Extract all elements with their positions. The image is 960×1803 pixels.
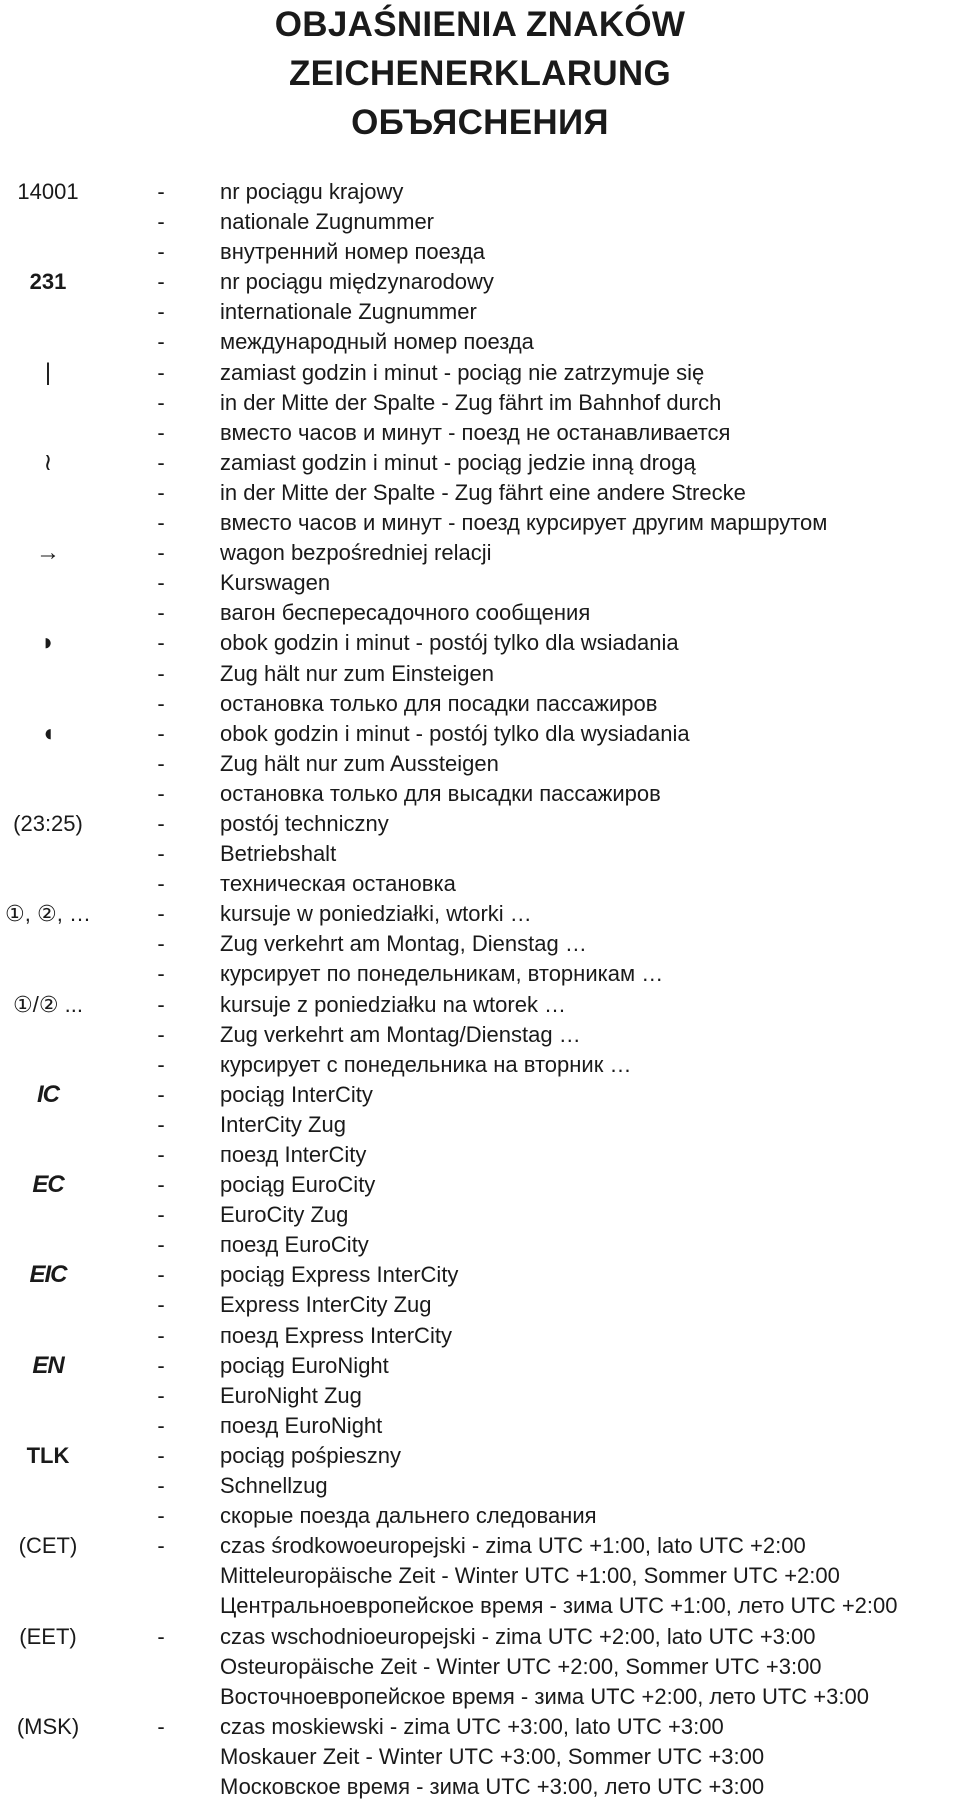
legend-description: поезд EuroNight xyxy=(220,1412,383,1438)
legend-dash: - xyxy=(157,931,165,957)
legend-description: Osteuropäische Zeit - Winter UTC +2:00, Sommer UTC +3:00 xyxy=(220,1653,822,1679)
legend-description: внутренний номер поезда xyxy=(220,239,486,265)
legend-symbol: (MSK) xyxy=(16,1713,80,1739)
legend-row xyxy=(0,1772,960,1802)
legend-dash: - xyxy=(157,479,165,505)
legend-dash: - xyxy=(157,750,165,776)
legend-description: Zug verkehrt am Montag/Dienstag … xyxy=(220,1021,581,1047)
legend-dash: - xyxy=(157,810,165,836)
legend-description: Betriebshalt xyxy=(220,841,337,867)
legend-description: pociąg Express InterCity xyxy=(220,1262,459,1288)
legend-symbol: EN xyxy=(32,1351,64,1379)
legend-row xyxy=(0,1080,960,1110)
legend-description: zamiast godzin i minut - pociąg jedzie inną drogą xyxy=(220,449,696,475)
legend-description: InterCity Zug xyxy=(220,1111,346,1137)
legend-dash: - xyxy=(157,841,165,867)
legend-row xyxy=(0,267,960,297)
legend-dash: - xyxy=(157,600,165,626)
legend-dash: - xyxy=(157,1081,165,1107)
legend-dash: - xyxy=(157,269,165,295)
legend-dash: - xyxy=(157,1382,165,1408)
legend-dash: - xyxy=(157,179,165,204)
legend-row xyxy=(0,388,960,418)
legend-row xyxy=(0,809,960,839)
legend-description: pociąg EuroNight xyxy=(220,1352,389,1378)
legend-dash: - xyxy=(157,510,165,536)
legend-symbol: ◗ xyxy=(40,629,56,657)
legend-description: вагон беспересадочного сообщения xyxy=(220,600,591,626)
legend-description: курсирует по понедельникам, вторникам … xyxy=(220,961,664,987)
legend-dash: - xyxy=(157,1322,165,1348)
legend-row xyxy=(0,1591,960,1621)
legend-symbol: → xyxy=(36,539,60,567)
legend-description: pociąg InterCity xyxy=(220,1081,373,1107)
legend-row xyxy=(0,598,960,628)
legend-description: postój techniczny xyxy=(220,810,389,836)
title-russian: ОБЪЯСНЕНИЯ xyxy=(351,103,609,142)
legend-row xyxy=(0,1050,960,1080)
legend-row xyxy=(0,749,960,779)
legend-dash: - xyxy=(157,1202,165,1228)
legend-description: czas moskiewski - zima UTC +3:00, lato UTC +3:00 xyxy=(220,1713,724,1739)
legend-symbol: ①, ②, … xyxy=(5,901,91,927)
legend-row xyxy=(0,959,960,989)
legend-description: курсирует с понедельника на вторник … xyxy=(220,1051,632,1077)
legend-dash: - xyxy=(157,780,165,806)
legend-row xyxy=(0,1652,960,1682)
legend-symbol: IC xyxy=(37,1080,59,1108)
legend-dash: - xyxy=(157,690,165,716)
legend-row xyxy=(0,1712,960,1742)
legend-symbol: ◖ xyxy=(40,719,56,747)
legend-description: Zug verkehrt am Montag, Dienstag … xyxy=(220,931,587,957)
legend-dash: - xyxy=(157,1473,165,1499)
legend-description: EuroNight Zug xyxy=(220,1382,362,1408)
legend-description: zamiast godzin i minut - pociąg nie zatrzymuje się xyxy=(220,359,705,385)
legend-description: остановка только для посадки пассажиров xyxy=(220,690,658,716)
legend-row xyxy=(0,1501,960,1531)
legend-row xyxy=(0,207,960,237)
legend-dash: - xyxy=(157,991,165,1017)
legend-dash: - xyxy=(157,449,165,475)
legend-symbol: 14001 xyxy=(17,179,79,204)
legend-row xyxy=(0,538,960,568)
legend-dash: - xyxy=(157,389,165,415)
legend-dash: - xyxy=(157,1172,165,1198)
legend-dash: - xyxy=(157,419,165,445)
legend-description: вместо часов и минут - поезд не останавливается xyxy=(220,419,731,445)
legend-row xyxy=(0,568,960,598)
legend-row xyxy=(0,478,960,508)
title-polish: OBJAŚNIENIA ZNAKÓW xyxy=(274,5,686,44)
legend-row xyxy=(0,358,960,388)
legend-symbol: ①/② ... xyxy=(12,991,83,1017)
legend-description: Zug hält nur zum Aussteigen xyxy=(220,750,499,776)
legend-dash: - xyxy=(157,540,165,566)
legend-symbol: (CET) xyxy=(18,1533,78,1559)
legend-row xyxy=(0,327,960,357)
legend-dash: - xyxy=(157,1442,165,1468)
legend-description: поезд EuroCity xyxy=(220,1232,369,1258)
legend-description: международный номер поезда xyxy=(220,329,534,355)
legend-dash: - xyxy=(157,209,165,235)
legend-description: nationale Zugnummer xyxy=(220,209,435,235)
legend-symbol: (23:25) xyxy=(13,810,83,836)
legend-row xyxy=(0,779,960,809)
legend-dash: - xyxy=(157,660,165,686)
legend-row xyxy=(0,1622,960,1652)
legend-row xyxy=(0,1411,960,1441)
legend-dash: - xyxy=(157,1292,165,1318)
legend-dash: - xyxy=(157,1352,165,1378)
legend-description: Центральноевропейское время - зима UTC +1:00, лето UTC +2:00 xyxy=(220,1593,898,1619)
legend-description: pociąg pośpieszny xyxy=(220,1442,402,1468)
legend-row xyxy=(0,899,960,929)
legend-row xyxy=(0,1742,960,1772)
legend-dash: - xyxy=(157,1412,165,1438)
legend-description: Mitteleuropäische Zeit - Winter UTC +1:00, Sommer UTC +2:00 xyxy=(220,1563,840,1589)
legend-list xyxy=(0,177,960,1802)
legend-symbol: TLK xyxy=(26,1442,70,1468)
legend-row xyxy=(0,1200,960,1230)
legend-row xyxy=(0,839,960,869)
legend-row xyxy=(0,418,960,448)
legend-description: Московское время - зима UTC +3:00, лето UTC +3:00 xyxy=(220,1773,765,1799)
legend-dash: - xyxy=(157,1503,165,1529)
legend-dash: - xyxy=(157,871,165,897)
legend-dash: - xyxy=(157,1142,165,1167)
legend-description: Восточноевропейское время - зима UTC +2:00, лето UTC +3:00 xyxy=(220,1683,869,1709)
legend-row xyxy=(0,1682,960,1712)
legend-row xyxy=(0,1531,960,1561)
legend-description: internationale Zugnummer xyxy=(220,299,477,325)
legend-row xyxy=(0,448,960,478)
legend-description: obok godzin i minut - postój tylko dla wsiadania xyxy=(220,630,679,656)
legend-row xyxy=(0,719,960,749)
legend-dash: - xyxy=(157,299,165,325)
legend-row xyxy=(0,1561,960,1591)
legend-row xyxy=(0,869,960,899)
legend-row xyxy=(0,1471,960,1501)
legend-row xyxy=(0,508,960,538)
legend-dash: - xyxy=(157,630,165,656)
legend-description: вместо часов и минут - поезд курсирует другим маршрутом xyxy=(220,510,828,536)
legend-row xyxy=(0,1170,960,1200)
legend-dash: - xyxy=(157,329,165,355)
legend-row xyxy=(0,1351,960,1381)
legend-description: техническая остановка xyxy=(220,871,456,897)
legend-dash: - xyxy=(157,1111,165,1137)
legend-description: wagon bezpośredniej relacji xyxy=(220,540,492,566)
legend-row xyxy=(0,1110,960,1140)
legend-row xyxy=(0,297,960,327)
legend-row xyxy=(0,1230,960,1260)
legend-row xyxy=(0,659,960,689)
legend-symbol: EC xyxy=(32,1171,64,1199)
legend-description: Zug hält nur zum Einsteigen xyxy=(220,660,494,686)
legend-row xyxy=(0,1441,960,1471)
legend-dash: - xyxy=(157,1623,165,1649)
legend-description: czas wschodnioeuropejski - zima UTC +2:00, lato UTC +3:00 xyxy=(220,1623,816,1649)
legend-row xyxy=(0,689,960,719)
legend-dash: - xyxy=(157,1713,165,1739)
legend-symbol: EIC xyxy=(29,1261,67,1289)
legend-dash: - xyxy=(157,901,165,927)
legend-description: поезд Express InterCity xyxy=(220,1322,452,1348)
legend-dash: - xyxy=(157,1021,165,1047)
legend-symbol: ≀ xyxy=(43,448,53,476)
legend-row xyxy=(0,990,960,1020)
legend-symbol: (EET) xyxy=(19,1623,77,1649)
legend-row xyxy=(0,1381,960,1411)
legend-description: nr pociągu krajowy xyxy=(220,179,404,204)
legend-description: in der Mitte der Spalte - Zug fährt im Bahnhof durch xyxy=(220,389,722,415)
legend-dash: - xyxy=(157,239,165,265)
legend-symbol: 231 xyxy=(29,269,67,295)
legend-row xyxy=(0,1260,960,1290)
legend-description: Express InterCity Zug xyxy=(220,1292,432,1318)
legend-row xyxy=(0,1140,960,1170)
legend-description: поезд InterCity xyxy=(220,1142,367,1167)
legend-description: Kurswagen xyxy=(220,570,331,596)
legend-row xyxy=(0,1020,960,1050)
legend-dash: - xyxy=(157,1533,165,1559)
legend-dash: - xyxy=(157,1051,165,1077)
title-german: ZEICHENERKLARUNG xyxy=(288,54,672,93)
legend-description: скорые поезда дальнего следования xyxy=(220,1503,597,1529)
legend-description: in der Mitte der Spalte - Zug fährt eine andere Strecke xyxy=(220,479,746,505)
legend-row xyxy=(0,1290,960,1320)
legend-description: pociąg EuroCity xyxy=(220,1172,376,1198)
legend-row xyxy=(0,1321,960,1351)
legend-description: Schnellzug xyxy=(220,1473,328,1499)
legend-row xyxy=(0,929,960,959)
legend-description: остановка только для высадки пассажиров xyxy=(220,780,661,806)
legend-description: EuroCity Zug xyxy=(220,1202,349,1228)
legend-symbol: | xyxy=(44,358,52,386)
legend-description: kursuje w poniedziałki, wtorki … xyxy=(220,901,532,927)
legend-dash: - xyxy=(157,1232,165,1258)
legend-dash: - xyxy=(157,720,165,746)
legend-dash: - xyxy=(157,1262,165,1288)
legend-dash: - xyxy=(157,961,165,987)
legend-description: czas środkowoeuropejski - zima UTC +1:00, lato UTC +2:00 xyxy=(220,1533,806,1559)
legend-description: kursuje z poniedziałku na wtorek … xyxy=(220,991,567,1017)
legend-description: Moskauer Zeit - Winter UTC +3:00, Sommer UTC +3:00 xyxy=(220,1743,765,1769)
legend-dash: - xyxy=(157,570,165,596)
legend-description: obok godzin i minut - postój tylko dla wysiadania xyxy=(220,720,690,746)
legend-row xyxy=(0,177,960,207)
legend-description: nr pociągu międzynarodowy xyxy=(220,269,494,295)
legend-dash: - xyxy=(157,359,165,385)
legend-row xyxy=(0,628,960,658)
legend-row xyxy=(0,237,960,267)
